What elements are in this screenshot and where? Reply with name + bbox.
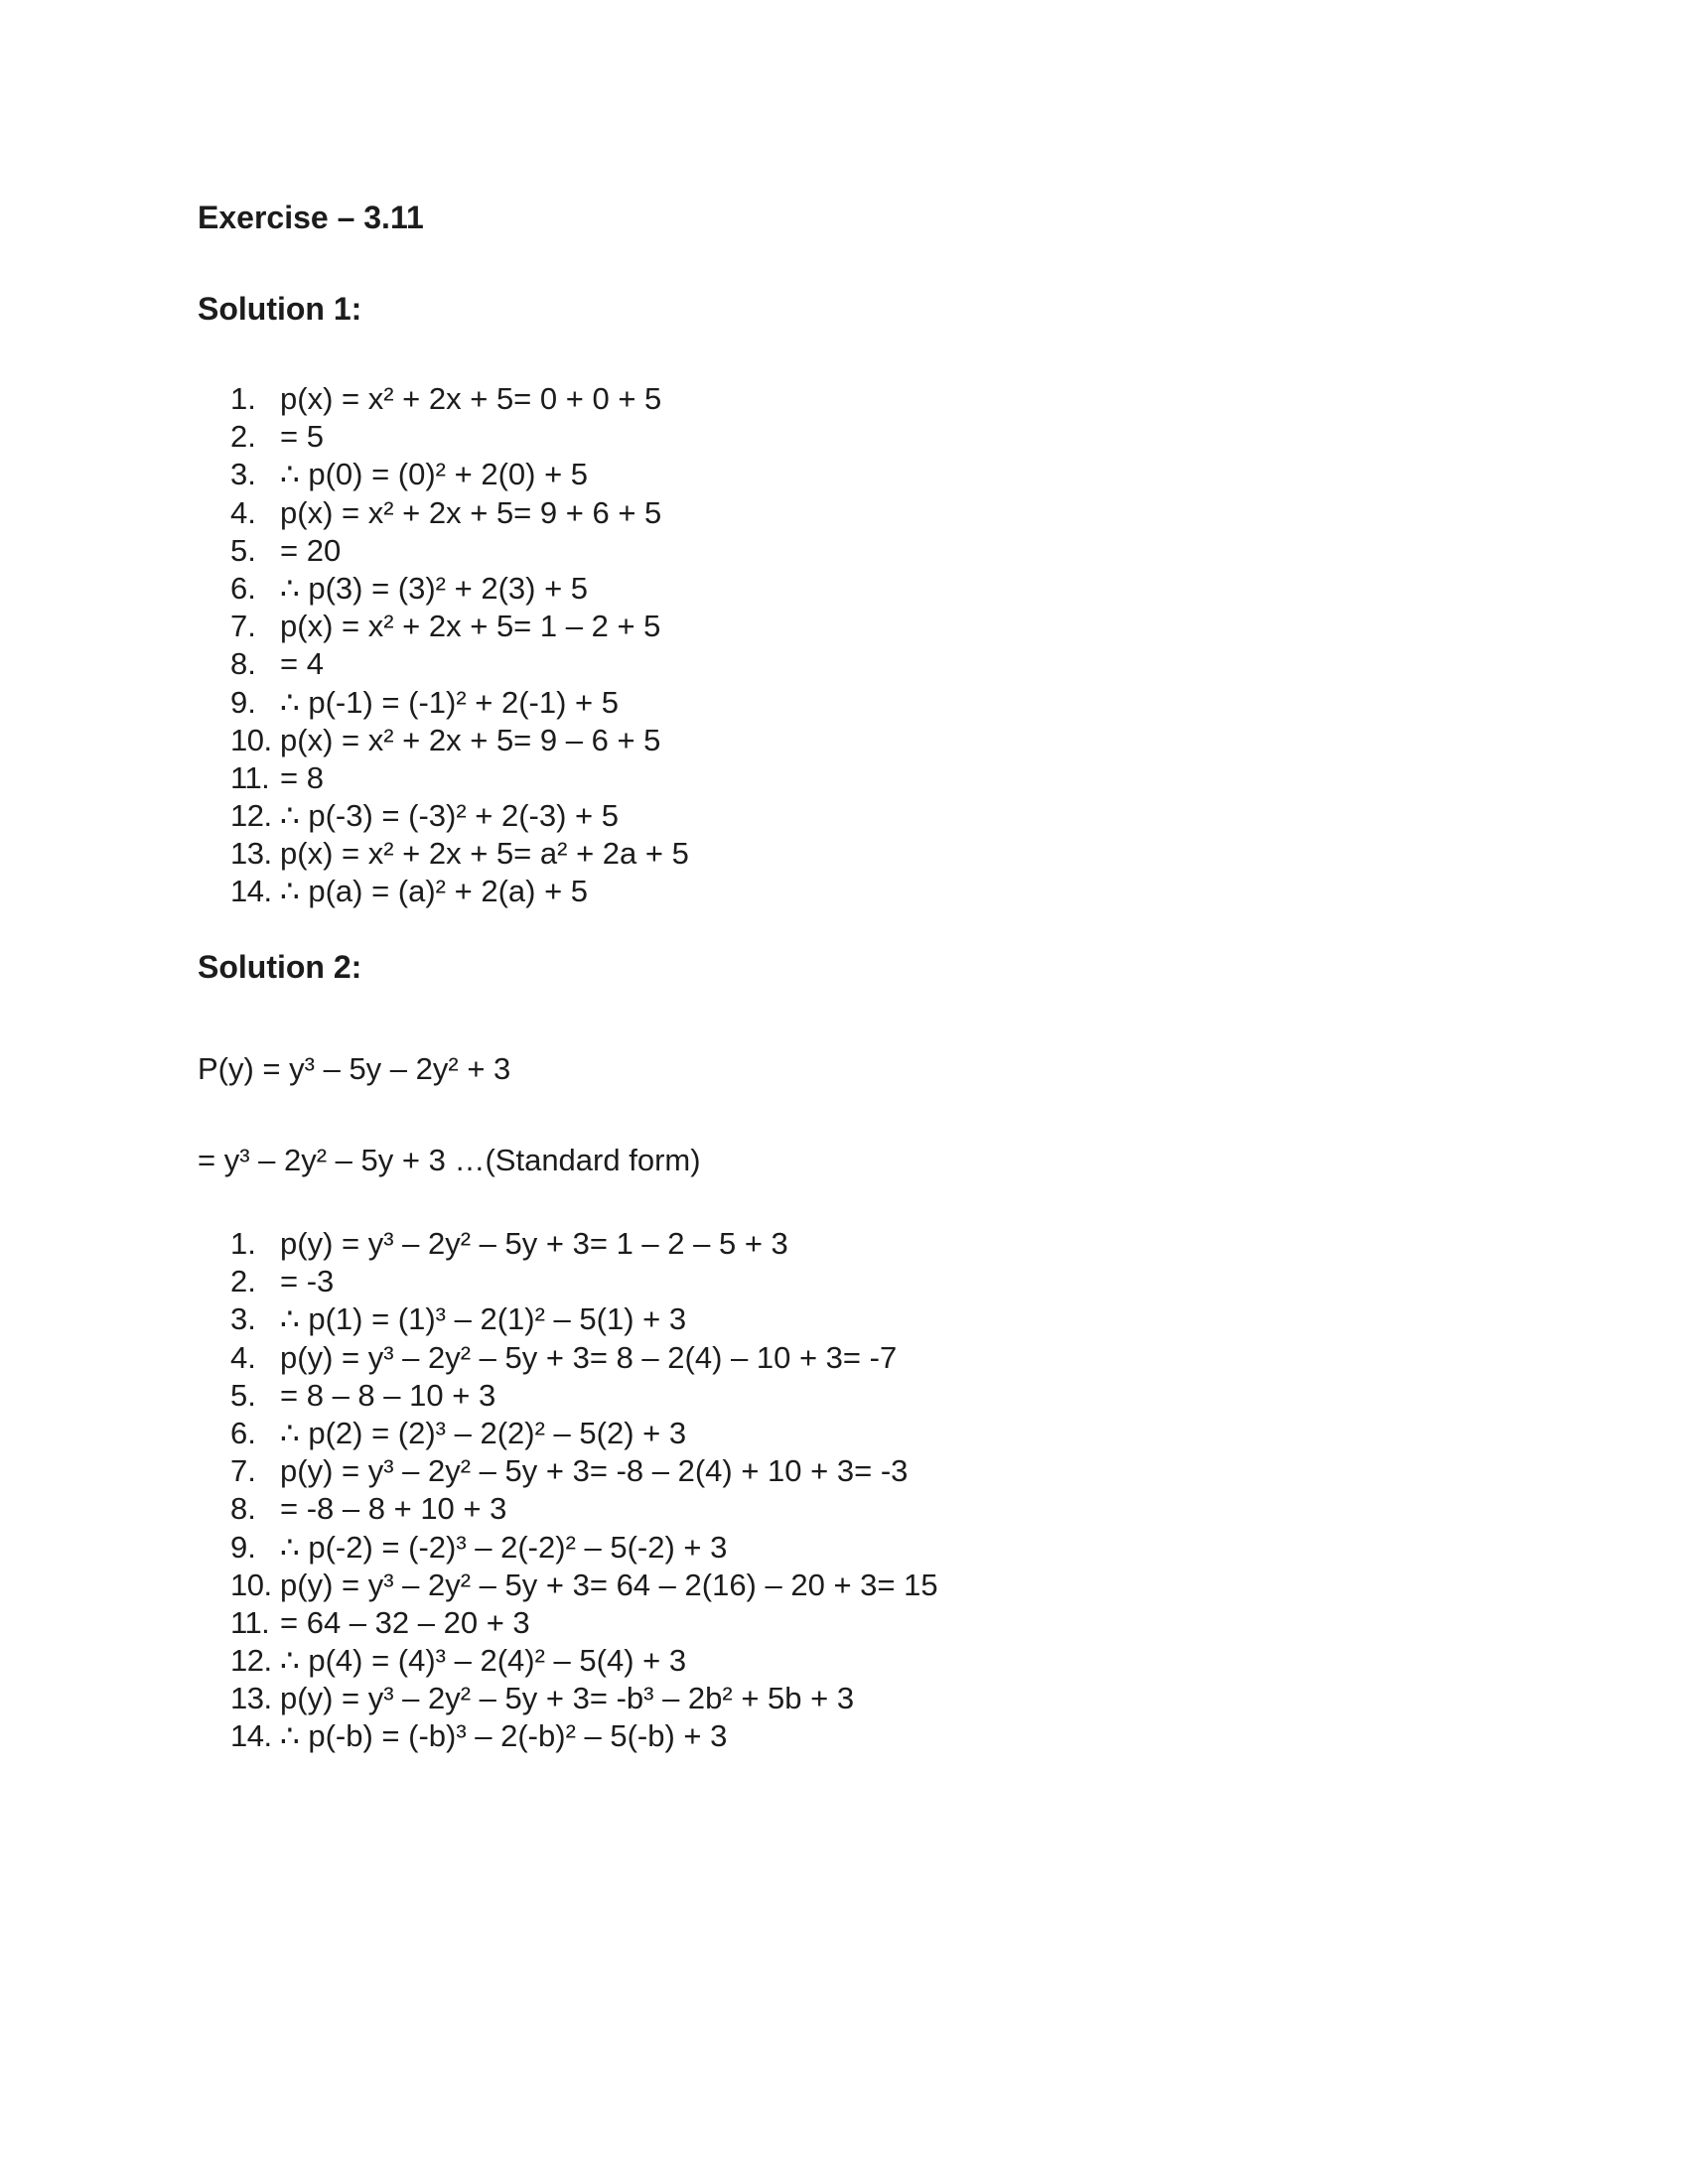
step-item xyxy=(230,608,689,645)
exercise-title: Exercise – 3.11 xyxy=(198,200,424,235)
step-item xyxy=(230,1452,938,1490)
step-item xyxy=(230,1567,938,1604)
step-item xyxy=(230,759,689,797)
step-item xyxy=(230,684,689,722)
step-number: 10. xyxy=(230,1567,272,1602)
step-number: 12. xyxy=(230,798,272,834)
step-expression: p(y) = y³ – 2y² – 5y + 3= 8 – 2(4) – 10 + 3= -7 xyxy=(280,1339,898,1375)
step-number: 11. xyxy=(230,1604,270,1640)
step-number: 10. xyxy=(230,722,272,757)
step-item xyxy=(230,835,689,873)
step-item xyxy=(230,1339,938,1377)
step-item xyxy=(230,456,689,493)
step-expression: ∴ p(a) = (a)² + 2(a) + 5 xyxy=(280,874,589,909)
step-number: 14. xyxy=(230,874,272,909)
step-item xyxy=(230,1300,938,1338)
solution-1-heading: Solution 1: xyxy=(198,291,362,327)
step-item xyxy=(230,1604,938,1642)
step-expression: ∴ p(-b) = (-b)³ – 2(-b)² – 5(-b) + 3 xyxy=(280,1718,728,1754)
step-item xyxy=(230,494,689,532)
step-expression: = 8 – 8 – 10 + 3 xyxy=(280,1377,496,1413)
step-expression: p(y) = y³ – 2y² – 5y + 3= -b³ – 2b² + 5b + 3 xyxy=(280,1681,855,1716)
step-number: 6. xyxy=(230,570,256,606)
step-number: 4. xyxy=(230,494,256,530)
step-number: 9. xyxy=(230,1529,256,1565)
step-number: 8. xyxy=(230,646,256,682)
step-expression: ∴ p(1) = (1)³ – 2(1)² – 5(1) + 3 xyxy=(280,1301,687,1337)
step-expression: p(y) = y³ – 2y² – 5y + 3= 64 – 2(16) – 20 + 3= 15 xyxy=(280,1567,938,1602)
step-expression: p(x) = x² + 2x + 5= 0 + 0 + 5 xyxy=(280,381,662,416)
step-number: 3. xyxy=(230,457,256,492)
step-expression: ∴ p(-2) = (-2)³ – 2(-2)² – 5(-2) + 3 xyxy=(280,1529,728,1565)
step-number: 13. xyxy=(230,836,272,872)
step-expression: ∴ p(4) = (4)³ – 2(4)² – 5(4) + 3 xyxy=(280,1643,687,1679)
step-number: 12. xyxy=(230,1643,272,1679)
step-item xyxy=(230,380,689,418)
step-item xyxy=(230,532,689,570)
step-expression: = 8 xyxy=(280,759,324,795)
step-item xyxy=(230,1263,938,1300)
step-expression: ∴ p(-3) = (-3)² + 2(-3) + 5 xyxy=(280,798,619,834)
step-expression: p(y) = y³ – 2y² – 5y + 3= 1 – 2 – 5 + 3 xyxy=(280,1226,788,1261)
step-expression: ∴ p(3) = (3)² + 2(3) + 5 xyxy=(280,570,589,606)
step-number: 5. xyxy=(230,532,256,568)
step-item xyxy=(230,722,689,759)
step-expression: = 64 – 32 – 20 + 3 xyxy=(280,1604,530,1640)
step-number: 5. xyxy=(230,1377,256,1413)
solution-1-steps xyxy=(230,380,689,911)
step-number: 4. xyxy=(230,1339,256,1375)
step-number: 6. xyxy=(230,1415,256,1450)
step-number: 1. xyxy=(230,381,256,416)
step-number: 1. xyxy=(230,1226,256,1261)
step-number: 7. xyxy=(230,1453,256,1489)
step-item xyxy=(230,418,689,456)
step-item xyxy=(230,797,689,835)
step-expression: ∴ p(2) = (2)³ – 2(2)² – 5(2) + 3 xyxy=(280,1415,687,1450)
step-item xyxy=(230,1225,938,1263)
step-number: 13. xyxy=(230,1681,272,1716)
step-item xyxy=(230,1642,938,1680)
step-expression: ∴ p(0) = (0)² + 2(0) + 5 xyxy=(280,457,589,492)
solution-2-steps xyxy=(230,1225,938,1756)
step-item xyxy=(230,1529,938,1567)
step-expression: p(y) = y³ – 2y² – 5y + 3= -8 – 2(4) + 10 + 3= -3 xyxy=(280,1453,909,1489)
step-expression: p(x) = x² + 2x + 5= a² + 2a + 5 xyxy=(280,836,689,872)
step-number: 14. xyxy=(230,1718,272,1754)
step-number: 3. xyxy=(230,1301,256,1337)
step-expression: ∴ p(-1) = (-1)² + 2(-1) + 5 xyxy=(280,684,619,720)
step-number: 9. xyxy=(230,684,256,720)
step-item xyxy=(230,1717,938,1755)
step-expression: p(x) = x² + 2x + 5= 9 + 6 + 5 xyxy=(280,494,662,530)
step-expression: p(x) = x² + 2x + 5= 1 – 2 + 5 xyxy=(280,609,661,644)
step-item xyxy=(230,1680,938,1717)
step-expression: = 20 xyxy=(280,532,342,568)
step-expression: = -3 xyxy=(280,1264,335,1299)
step-item xyxy=(230,1415,938,1452)
step-item xyxy=(230,873,689,910)
given-polynomial: P(y) = y³ – 5y – 2y² + 3 xyxy=(198,1051,511,1086)
solution-2-heading: Solution 2: xyxy=(198,949,362,985)
step-number: 8. xyxy=(230,1491,256,1527)
step-item xyxy=(230,645,689,683)
standard-form: = y³ – 2y² – 5y + 3 …(Standard form) xyxy=(198,1143,701,1177)
step-item xyxy=(230,1377,938,1415)
step-expression: p(x) = x² + 2x + 5= 9 – 6 + 5 xyxy=(280,722,661,757)
step-number: 2. xyxy=(230,1264,256,1299)
step-expression: = -8 – 8 + 10 + 3 xyxy=(280,1491,507,1527)
step-item xyxy=(230,570,689,608)
step-expression: = 4 xyxy=(280,646,324,682)
step-expression: = 5 xyxy=(280,419,324,455)
step-item xyxy=(230,1490,938,1528)
step-number: 7. xyxy=(230,609,256,644)
step-number: 11. xyxy=(230,759,270,795)
step-number: 2. xyxy=(230,419,256,455)
